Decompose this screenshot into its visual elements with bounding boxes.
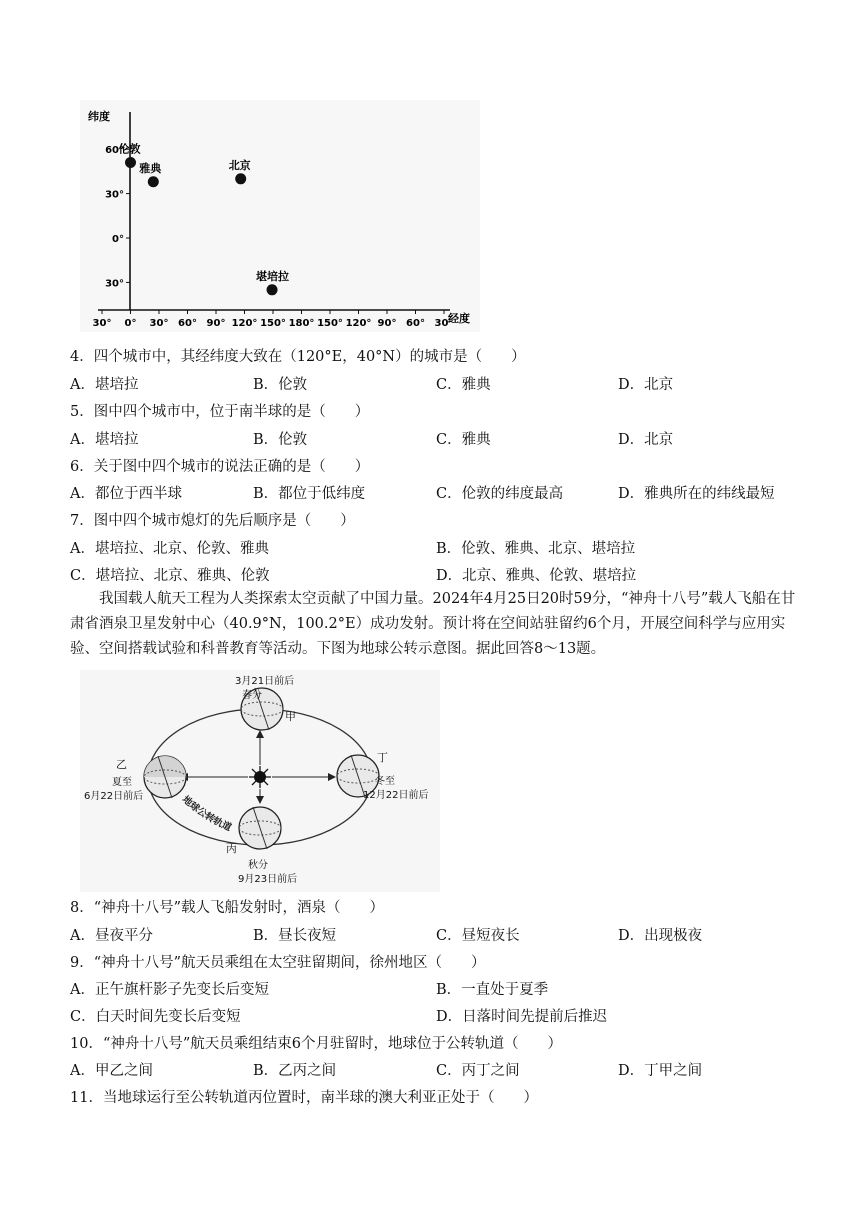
x-tick-label: 150° (317, 318, 343, 329)
q7-option-a[interactable]: A．堪培拉、北京、伦敦、雅典 (70, 541, 269, 557)
q8-option-c[interactable]: C．昼短夜长 (436, 928, 520, 944)
q10-option-b[interactable]: B．乙丙之间 (253, 1063, 337, 1079)
q5-option-b[interactable]: B．伦敦 (253, 432, 308, 448)
right-term: 冬至 (375, 776, 395, 787)
passage: 我国载人航天工程为人类探索太空贡献了中国力量。2024年4月25日20时59分，“神舟十八号”载人飞船在甘肃省酒泉卫星发射中心（40.9°N，100.2°E）成功发射。预计将在空间站驻留约6个月，开展空间科学与应用实验、空间搭载试验和科普教育等活动。下图为地球公转示意图。据此回答8～13题。 (70, 591, 796, 657)
q7-option-c[interactable]: C．堪培拉、北京、雅典、伦敦 (70, 568, 270, 584)
globe-left-icon (144, 756, 186, 798)
q4-stem: 4．四个城市中，其经纬度大致在（120°E，40°N）的城市是（ ） (70, 349, 526, 365)
top-date: 3月21日前后 (235, 676, 295, 687)
orbit-figure (80, 670, 440, 892)
q8-stem: 8．“神舟十八号”载人飞船发射时，酒泉（ ） (70, 900, 385, 916)
x-tick-label: 90° (377, 318, 397, 329)
q7-stem: 7．图中四个城市熄灯的先后顺序是（ ） (70, 513, 355, 529)
q5-option-d[interactable]: D．北京 (618, 432, 674, 448)
q6-option-c[interactable]: C．伦敦的纬度最高 (436, 486, 564, 502)
q10-option-c[interactable]: C．丙丁之间 (436, 1063, 520, 1079)
x-tick-label: 180° (288, 318, 315, 329)
top-label: 甲 (285, 710, 296, 723)
q8-option-b[interactable]: B．昼长夜短 (253, 928, 337, 944)
city-point (235, 173, 246, 184)
q7-option-d[interactable]: D．北京、雅典、伦敦、堪培拉 (436, 568, 637, 584)
sun-icon (249, 766, 271, 788)
q6-option-a[interactable]: A．都位于西半球 (70, 486, 182, 502)
x-tick-label: 120° (231, 318, 258, 329)
city-latlon-chart (80, 100, 480, 332)
q9-option-b[interactable]: B．一直处于夏季 (436, 982, 549, 998)
x-tick-label: 150° (260, 318, 286, 329)
x-tick-label: 30° (149, 318, 169, 329)
y-tick-label: 30° (105, 278, 124, 290)
q4-option-b[interactable]: B．伦敦 (253, 377, 308, 393)
q9-option-a[interactable]: A．正午旗杆影子先变长后变短 (70, 982, 269, 998)
q4-option-d[interactable]: D．北京 (618, 377, 674, 393)
city-label: 雅典 (139, 161, 162, 175)
q11-stem: 11．当地球运行至公转轨道丙位置时，南半球的澳大利亚正处于（ ） (70, 1090, 538, 1106)
left-term: 夏至 (112, 777, 132, 788)
q6-stem: 6．关于图中四个城市的说法正确的是（ ） (70, 459, 370, 475)
svg-text:地球公转轨道 (180, 793, 234, 834)
left-label: 乙 (116, 758, 127, 771)
x-axis-label: 经度 (448, 312, 470, 325)
x-tick-label: 0° (124, 318, 137, 329)
q6-option-d[interactable]: D．雅典所在的纬线最短 (618, 486, 775, 502)
q8-option-a[interactable]: A．昼夜平分 (70, 928, 153, 944)
q6-option-b[interactable]: B．都位于低纬度 (253, 486, 366, 502)
q5-stem: 5．图中四个城市中，位于南半球的是（ ） (70, 404, 370, 420)
city-label: 堪培拉 (256, 269, 290, 283)
orbit-name-label: 地球公转轨道 (179, 794, 233, 834)
globe-bottom-icon (239, 807, 281, 849)
x-tick-label: 120° (345, 318, 372, 329)
city-point (267, 284, 278, 295)
bottom-date: 9月23日前后 (238, 874, 298, 885)
top-term: 春分 (242, 690, 262, 701)
q10-stem: 10．“神舟十八号”航天员乘组结束6个月驻留时，地球位于公转轨道（ ） (70, 1036, 562, 1052)
x-tick-label: 60° (178, 318, 197, 329)
q9-option-c[interactable]: C．白天时间先变长后变短 (70, 1009, 241, 1025)
q5-option-a[interactable]: A．堪培拉 (70, 432, 139, 448)
city-point (125, 157, 136, 168)
right-date: 12月22日前后 (363, 790, 429, 801)
q9-stem: 9．“神舟十八号”航天员乘组在太空驻留期间，徐州地区（ ） (70, 955, 486, 971)
y-tick-label: 30° (105, 189, 124, 201)
y-axis-label: 纬度 (88, 110, 110, 123)
x-tick-label: 60° (406, 318, 425, 329)
x-tick-label: 30° (92, 318, 112, 329)
q5-option-c[interactable]: C．雅典 (436, 432, 491, 448)
bottom-label: 丙 (226, 842, 237, 855)
q9-option-d[interactable]: D．日落时间先提前后推迟 (436, 1009, 608, 1025)
q10-option-d[interactable]: D．丁甲之间 (618, 1063, 703, 1079)
q8-option-d[interactable]: D．出现极夜 (618, 928, 703, 944)
q7-option-b[interactable]: B．伦敦、雅典、北京、堪培拉 (436, 541, 636, 557)
x-tick-label: 30° (434, 318, 454, 329)
y-tick-label: 60° (105, 145, 124, 157)
city-label: 北京 (228, 158, 251, 172)
left-date: 6月22日前后 (84, 791, 144, 802)
bottom-term: 秋分 (248, 860, 268, 871)
y-tick-label: 0° (112, 234, 124, 245)
right-label: 丁 (377, 751, 388, 764)
city-point (148, 176, 159, 187)
city-label: 伦敦 (118, 142, 141, 156)
q10-option-a[interactable]: A．甲乙之间 (70, 1063, 153, 1079)
q4-option-c[interactable]: C．雅典 (436, 377, 491, 393)
x-tick-label: 90° (206, 318, 226, 329)
q4-option-a[interactable]: A．堪培拉 (70, 377, 139, 393)
